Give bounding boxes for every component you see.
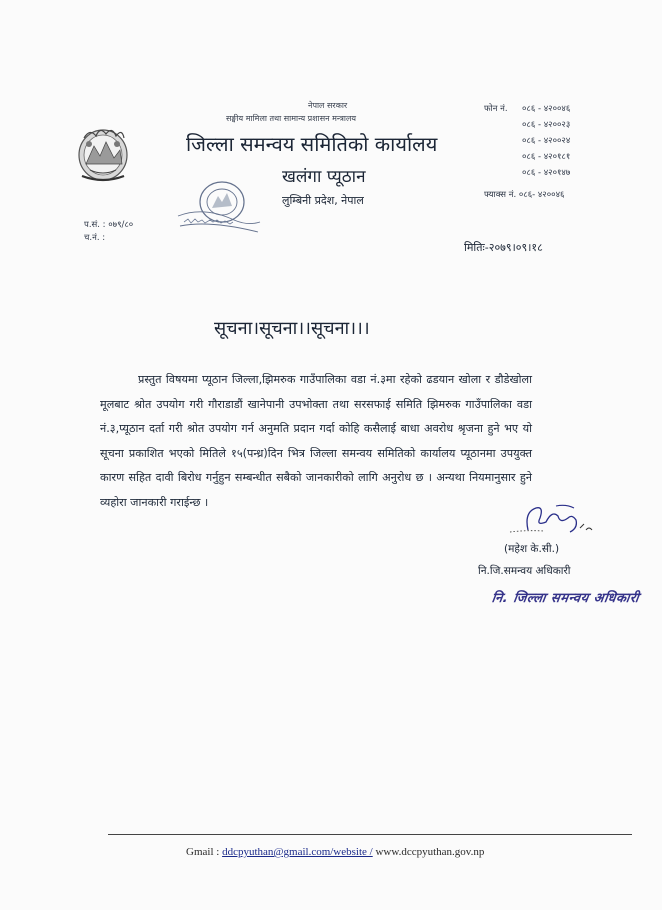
footer-divider: [108, 834, 632, 835]
government-name: नेपाल सरकार: [308, 101, 348, 110]
phone-number: ०८६ - ४२००२४: [522, 136, 571, 146]
footer: [186, 846, 484, 858]
letter-date: मितिः-२०७९।०९।१८: [464, 241, 543, 254]
nepal-emblem-icon: [76, 124, 130, 182]
office-title: जिल्ला समन्वय समितिको कार्यालय: [186, 132, 438, 156]
phone-number: ०८६ - ४२०१८१: [522, 152, 571, 162]
office-stamp-icon: [174, 176, 264, 238]
official-seal: नि. जिल्ला समन्वय अधिकारी: [490, 591, 641, 606]
reference-ps: प.सं. : ०७९/८०: [84, 220, 134, 230]
footer-label: Gmail :: [186, 846, 220, 858]
phone-number: ०८६ - ४२००२३: [522, 120, 571, 130]
phone-label: फोन नं.: [484, 104, 508, 114]
reference-cn: च.नं. :: [84, 233, 106, 243]
phone-number: ०८६ - ४२००४६: [522, 104, 571, 114]
province-name: लुम्बिनी प्रदेश, नेपाल: [282, 194, 364, 207]
footer-website-link[interactable]: www.dccpyuthan.gov.np: [375, 846, 485, 858]
notice-title: सूचना।सूचना।।सूचना।।।: [214, 318, 370, 339]
footer-email-link[interactable]: ddcpyuthan@gmail.com/website /: [222, 846, 373, 858]
notice-body: प्रस्तुत विषयमा प्यूठान जिल्ला,झिमरुक गाउँपालिका वडा नं.३मा रहेको ढडयान खोला र डौडेखोला मूलबाट श्रोत उपयोग गरी गौराडाडौं खानेपानी उपभोक्ता तथा सरसफाई समिति झिमरुक गाउँपालिका वडा नं.३,प्यूठान दर्ता गरी श्रोत उपयोग गर्न अनुमति प्रदान गर्दा कोहि कसैलाई बाधा अवरोध श्रृजना हुने भए यो सूचना प्रकाशित भएको मितिले १५(पन्ध्र)दिन भित्र जिल्ला समन्वय समितिको कार्यालय प्यूठानमा उपयुक्त कारण सहित दावी बिरोध गर्नुहुन सम्बन्धीत सबैको जानकारीको लागि अनुरोध छ । अन्यथा नियमानुसार हुने व्यहोरा जानकारी गराईन्छ ।: [100, 373, 532, 509]
office-subtitle: खलंगा प्यूठान: [282, 167, 366, 187]
fax-number: फ्याक्स नं. ०८६- ४२००४६: [484, 190, 565, 200]
signatory-post: नि.जि.समन्वय अधिकारी: [478, 565, 571, 577]
ministry-name: सङ्घीय मामिला तथा सामान्य प्रशासन मन्त्रालय: [226, 114, 357, 123]
signature-icon: [506, 502, 602, 542]
phone-number: ०८६ - ४२०१४७: [522, 168, 571, 178]
signatory-name: (महेश के.सी.): [504, 543, 560, 555]
